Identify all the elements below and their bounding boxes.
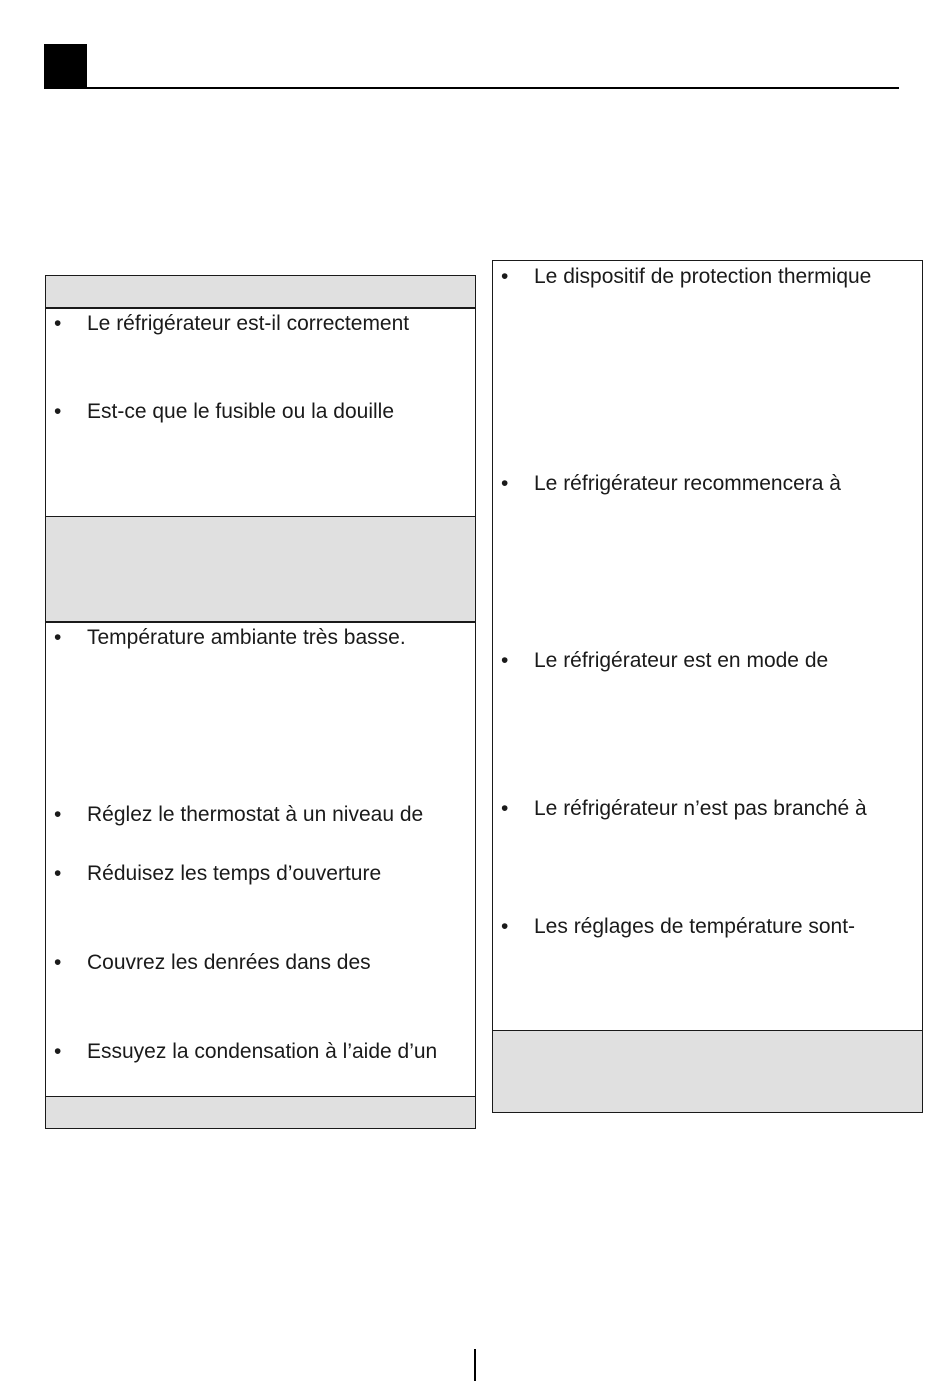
list-item-text: Le réfrigérateur n’est pas branché à bbox=[534, 797, 867, 820]
bullet-dot: • bbox=[501, 915, 509, 938]
bullet-dot: • bbox=[501, 265, 509, 288]
left-section-2 bbox=[45, 621, 476, 1098]
bullet-dot: • bbox=[54, 951, 62, 974]
bullet-dot: • bbox=[501, 472, 509, 495]
left-middle-bar bbox=[45, 516, 476, 623]
header-rule bbox=[44, 87, 899, 89]
bullet-dot: • bbox=[54, 626, 62, 649]
left-header-bar bbox=[45, 275, 476, 309]
bullet-dot: • bbox=[54, 862, 62, 885]
bullet-dot: • bbox=[54, 312, 62, 335]
bullet-dot: • bbox=[54, 400, 62, 423]
list-item-text: Couvrez les denrées dans des bbox=[87, 951, 371, 974]
bullet-dot: • bbox=[501, 797, 509, 820]
list-item-text: Est-ce que le fusible ou la douille bbox=[87, 400, 395, 423]
list-item-text: Réduisez les temps d’ouverture bbox=[87, 862, 382, 885]
bullet-dot: • bbox=[501, 649, 509, 672]
list-item-text: Le réfrigérateur est-il correctement bbox=[87, 312, 410, 335]
section-marker-block bbox=[44, 44, 87, 89]
list-item-text: Les réglages de température sont- bbox=[534, 915, 856, 938]
list-item-text: Le dispositif de protection thermique bbox=[534, 265, 872, 288]
list-item-text: Essuyez la condensation à l’aide d’un bbox=[87, 1040, 438, 1063]
list-item-text: Le réfrigérateur est en mode de bbox=[534, 649, 829, 672]
list-item-text: Réglez le thermostat à un niveau de bbox=[87, 803, 424, 826]
list-item-text: Le réfrigérateur recommencera à bbox=[534, 472, 841, 495]
bullet-dot: • bbox=[54, 803, 62, 826]
right-footer-bar bbox=[492, 1030, 923, 1113]
page-marker bbox=[474, 1349, 476, 1381]
bullet-dot: • bbox=[54, 1040, 62, 1063]
list-item-text: Température ambiante très basse. bbox=[87, 626, 406, 649]
left-footer-bar bbox=[45, 1096, 476, 1129]
